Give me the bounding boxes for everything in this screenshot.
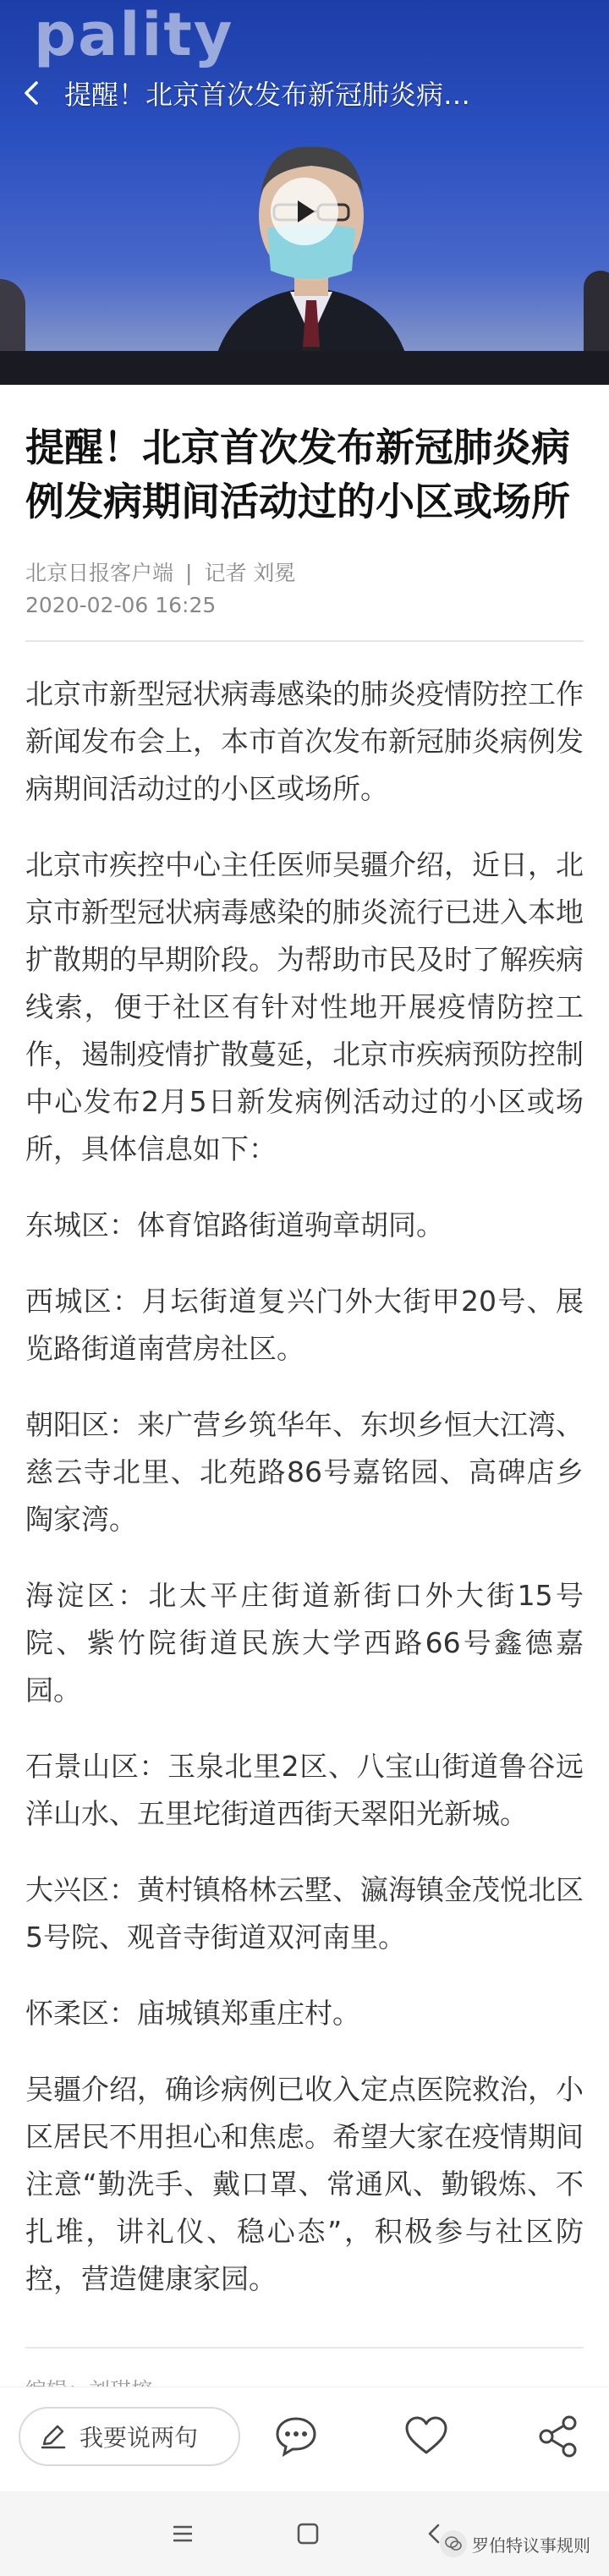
square-icon [295, 2521, 321, 2546]
video-desk [0, 351, 609, 385]
comments-button[interactable] [272, 2413, 320, 2460]
system-nav-bar [0, 2491, 609, 2576]
comment-input-button[interactable] [19, 2407, 240, 2466]
share-icon [535, 2414, 581, 2459]
paragraph: 海淀区：北太平庄街道新街口外大街15号院、紫竹院街道民族大学西路66号鑫德嘉园。 [25, 1579, 584, 1707]
wechat-logo-icon [440, 2530, 467, 2557]
paragraph: 西城区：月坛街道复兴门外大街甲20号、展览路街道南营房社区。 [25, 1285, 584, 1365]
speech-bubble-icon [273, 2414, 319, 2459]
back-button[interactable] [0, 61, 64, 125]
like-button[interactable] [403, 2413, 450, 2460]
heart-icon [403, 2414, 449, 2459]
paragraph: 东城区：体育馆路街道驹章胡同。 [25, 1209, 444, 1241]
watermark [440, 2530, 590, 2557]
article-headline: 提醒！北京首次发布新冠肺炎病例发病期间活动过的小区或场所 [25, 425, 570, 524]
play-button[interactable] [271, 178, 338, 245]
article-meta [25, 557, 584, 622]
video-banner-text: pality [34, 0, 234, 69]
home-button[interactable] [291, 2517, 325, 2551]
chevron-left-icon [19, 80, 45, 106]
video-speaker-figure [193, 135, 430, 385]
paragraph: 大兴区：黄村镇格林云墅、瀛海镇金茂悦北区5号院、观音寺街道双河南里。 [25, 1873, 584, 1954]
share-button[interactable] [535, 2413, 582, 2460]
article-datetime: 2020-02-06 16:25 [25, 593, 217, 617]
paragraph: 朝阳区：来广营乡筑华年、东坝乡恒大江湾、慈云寺北里、北苑路86号嘉铭园、高碑店乡陶家湾。 [25, 1408, 584, 1536]
article [0, 420, 609, 2413]
action-bar [0, 2387, 609, 2485]
paragraph: 北京市新型冠状病毒感染的肺炎疫情防控工作新闻发布会上，本市首次发布新冠肺炎病例发病期间活动过的小区或场所。 [25, 677, 584, 805]
menu-button[interactable] [166, 2517, 200, 2551]
comment-label: 我要说两句 [80, 2423, 199, 2452]
video-top-bar [0, 61, 609, 125]
watermark-text: 罗伯特议事规则 [472, 2535, 590, 2556]
video-player[interactable] [0, 0, 609, 385]
article-source: 北京日报客户端 [25, 561, 174, 585]
menu-icon [170, 2521, 195, 2546]
paragraph: 怀柔区：庙城镇郑重庄村。 [25, 1997, 360, 2030]
divider [25, 640, 584, 642]
play-icon [289, 196, 320, 227]
paragraph: 北京市疾控中心主任医师吴疆介绍，近日，北京市新型冠状病毒感染的肺炎流行已进入本地扩散期的早期阶段。为帮助市民及时了解疾病线索，便于社区有针对性地开展疫情防控工作，遏制疫情扩散蔓延，北京市疾病预防控制中心发布2月5日新发病例活动过的小区或场所，具体信息如下： [25, 848, 584, 1165]
paragraph: 石景山区：玉泉北里2区、八宝山街道鲁谷远洋山水、五里坨街道西街天翠阳光新城。 [25, 1750, 584, 1830]
video-title: 提醒！北京首次发布新冠肺炎病… [64, 79, 471, 111]
paragraph: 吴疆介绍，确诊病例已收入定点医院救治，小区居民不用担心和焦虑。希望大家在疫情期间注意“勤洗手、戴口罩、常通风、勤锻炼、不扎堆，讲礼仪、稳心态”，积极参与社区防控，营造健康家园。 [25, 2073, 584, 2295]
pencil-icon [39, 2422, 68, 2451]
meta-separator: | [185, 561, 193, 585]
article-reporter: 记者 刘冕 [204, 561, 296, 585]
divider [25, 2347, 584, 2349]
